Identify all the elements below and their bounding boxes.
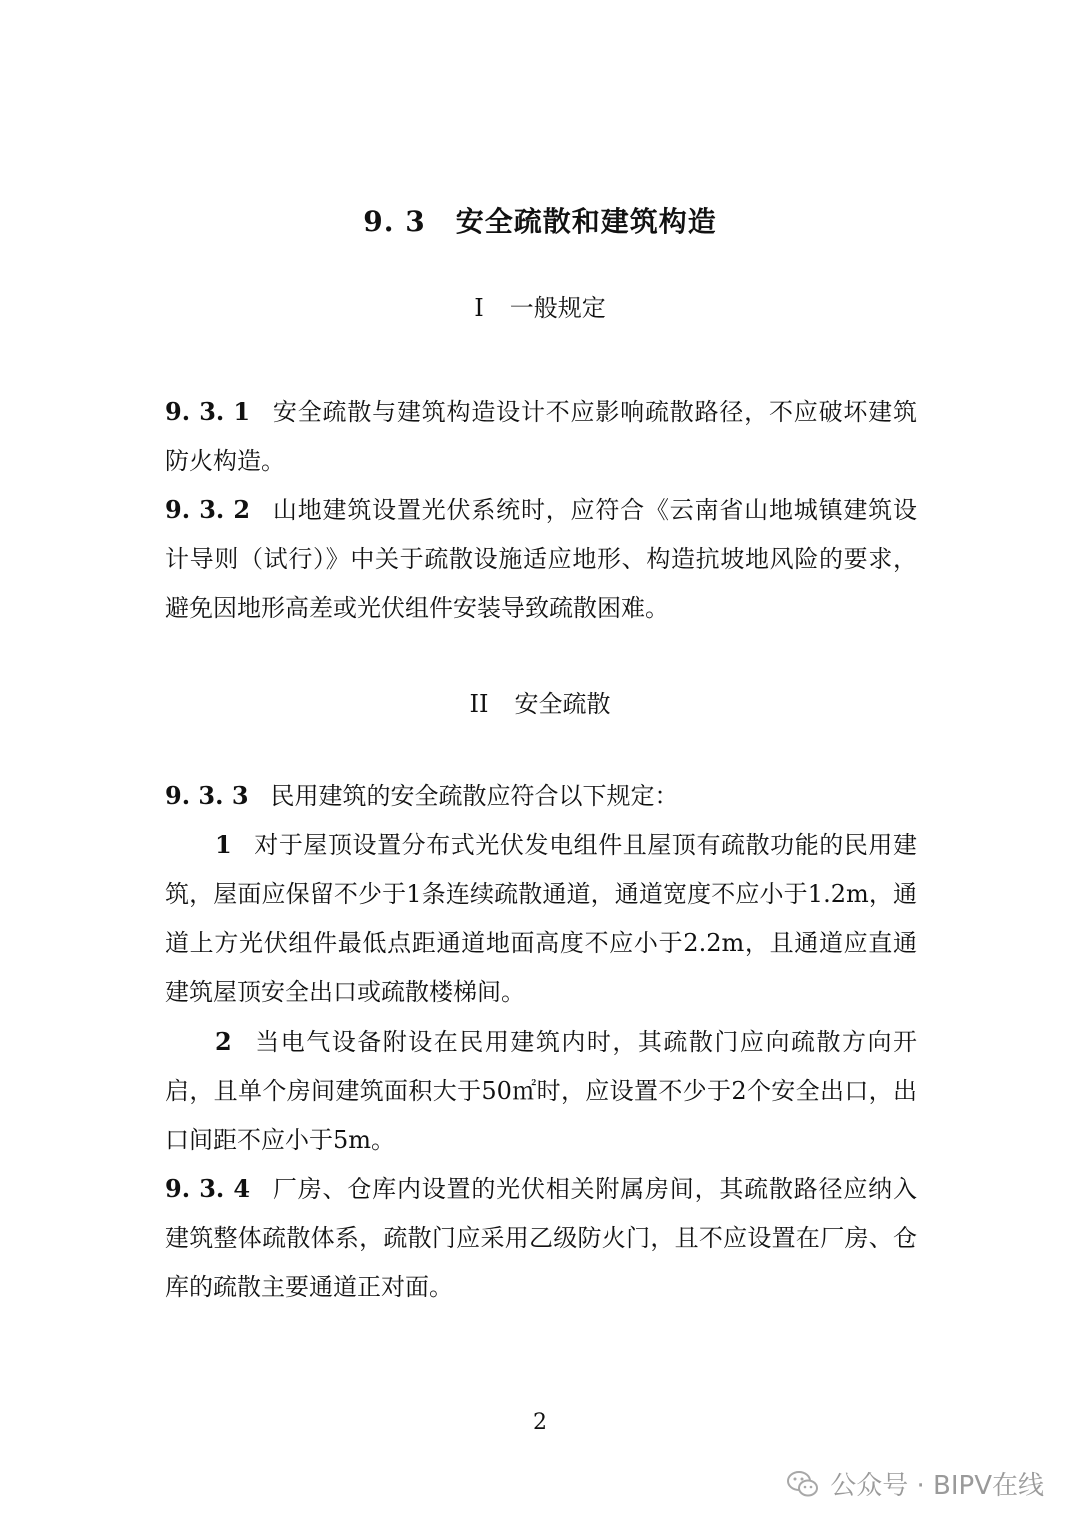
page-number: 2 [533, 1410, 547, 1435]
item-text: 当电气设备附设在民用建筑内时，其疏散门应向疏散方向开启，且单个房间建筑面积大于50㎡时，应设置不少于2个安全出口，出口间距不应小于5m。 [165, 1028, 917, 1154]
item-number: 1 [215, 830, 232, 859]
clause-9-3-3 [165, 771, 917, 821]
clause-text: 民用建筑的安全疏散应符合以下规定： [270, 782, 679, 810]
wechat-icon [786, 1469, 820, 1499]
subsection-numeral: II [469, 690, 489, 718]
clause-9-3-4 [165, 1164, 917, 1312]
clause-number: 9. 3. 2 [165, 495, 251, 524]
subsection-heading-general [0, 288, 1080, 323]
clause-number: 9. 3. 3 [165, 781, 249, 810]
clause-9-3-2 [165, 485, 917, 633]
clause-9-3-3-item-1 [165, 820, 917, 1017]
clause-text: 厂房、仓库内设置的光伏相关附属房间，其疏散路径应纳入建筑整体疏散体系，疏散门应采用乙级防火门，且不应设置在厂房、仓库的疏散主要通道正对面。 [165, 1175, 917, 1301]
section-number: 9. 3 [363, 205, 426, 238]
clause-number: 9. 3. 1 [165, 397, 251, 426]
subsection-heading-evacuation [0, 684, 1080, 719]
watermark-text: 公众号 · BIPV在线 [830, 1471, 1044, 1501]
section-title: 安全疏散和建筑构造 [455, 205, 717, 238]
clause-number: 9. 3. 4 [165, 1174, 251, 1203]
item-text: 对于屋顶设置分布式光伏发电组件且屋顶有疏散功能的民用建筑，屋面应保留不少于1条连续疏散通道，通道宽度不应小于1.2m，通道上方光伏组件最低点距通道地面高度不应小于2.2m，且通道应直通建筑屋顶安全出口或疏散楼梯间。 [165, 831, 917, 1006]
clause-9-3-1 [165, 387, 917, 486]
watermark [786, 1465, 1044, 1502]
subsection-title: 安全疏散 [514, 690, 611, 718]
item-number: 2 [215, 1027, 232, 1056]
clause-9-3-3-item-2 [165, 1017, 917, 1165]
subsection-numeral: I [474, 294, 484, 322]
subsection-title: 一般规定 [509, 294, 606, 322]
section-heading [0, 200, 1080, 240]
clause-text: 安全疏散与建筑构造设计不应影响疏散路径，不应破坏建筑防火构造。 [165, 398, 917, 475]
clause-text: 山地建筑设置光伏系统时，应符合《云南省山地城镇建筑设计导则（试行）》中关于疏散设施适应地形、构造抗坡地风险的要求，避免因地形高差或光伏组件安装导致疏散困难。 [165, 496, 917, 622]
